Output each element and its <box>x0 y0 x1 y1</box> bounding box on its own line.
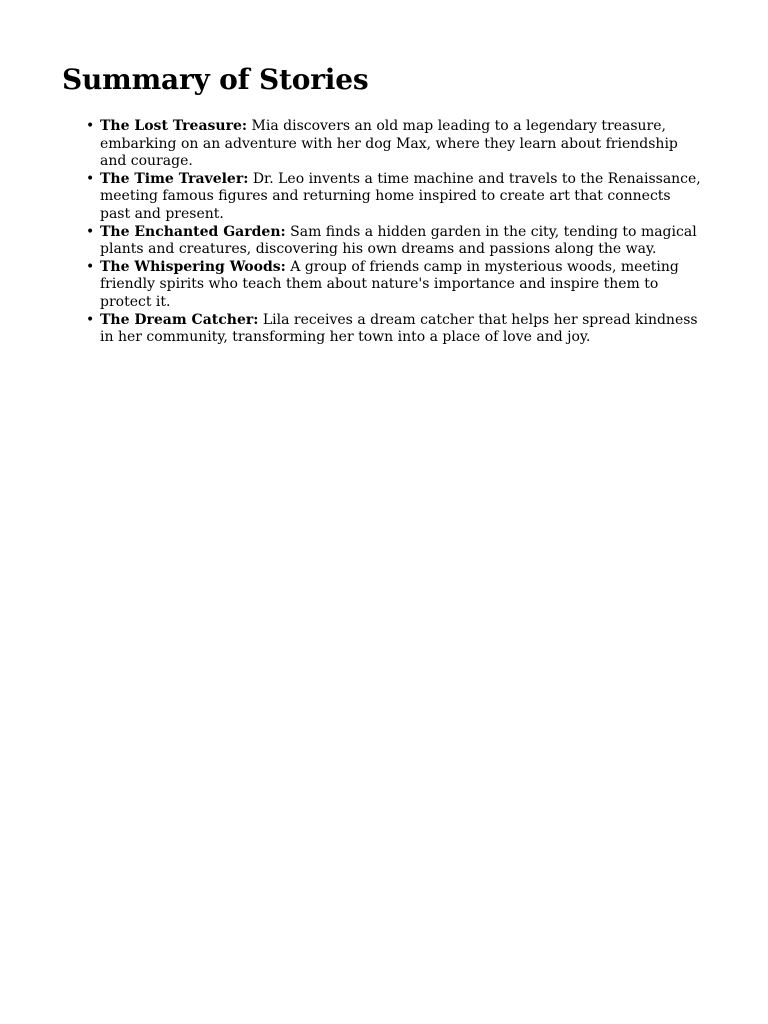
bullet-icon: • <box>86 258 95 275</box>
story-summary: Mia discovers an old map leading to a legendary treasure, embarking on an adventure with her dog Max, where they learn about friendship and courage. <box>100 118 678 170</box>
story-title: The Whispering Woods: <box>100 258 286 275</box>
bullet-icon: • <box>86 311 95 328</box>
list-item-lost-treasure <box>86 118 702 171</box>
list-item-dream-catcher <box>86 311 702 347</box>
bullet-icon: • <box>86 223 95 240</box>
story-summary: Dr. Leo invents a time machine and travels to the Renaissance, meeting famous figures and returning home inspired to create art that connects past and present. <box>100 170 701 222</box>
story-title: The Dream Catcher: <box>100 311 259 328</box>
document-page <box>62 60 702 347</box>
page-title: Summary of Stories <box>62 63 369 96</box>
list-item-enchanted-garden <box>86 223 702 259</box>
story-summary: A group of friends camp in mysterious woods, meeting friendly spirits who teach them about nature's importance and inspire them to protect it. <box>100 258 679 310</box>
story-summary: Lila receives a dream catcher that helps her spread kindness in her community, transforming her town into a place of love and joy. <box>100 311 698 346</box>
bullet-icon: • <box>86 170 95 187</box>
list-item-time-traveler <box>86 170 702 224</box>
bullet-icon: • <box>86 118 95 134</box>
story-title: The Lost Treasure: <box>100 118 248 134</box>
story-list <box>62 118 702 347</box>
list-item-whispering-woods <box>86 258 702 312</box>
story-title: The Time Traveler: <box>100 170 249 187</box>
story-summary: Sam finds a hidden garden in the city, tending to magical plants and creatures, discovering his own dreams and passions along the way. <box>100 223 697 258</box>
story-title: The Enchanted Garden: <box>100 223 286 240</box>
